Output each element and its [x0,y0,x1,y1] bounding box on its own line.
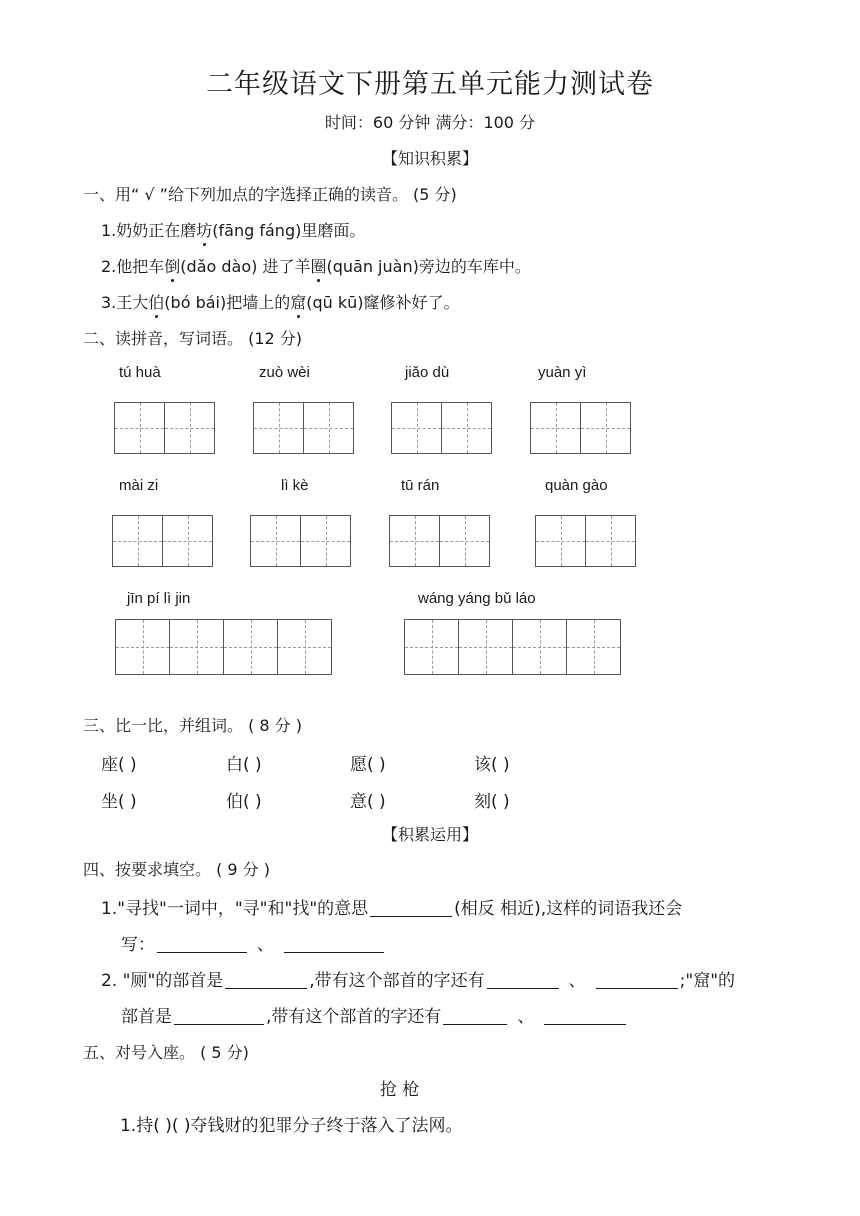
pinyin-label: jiǎo dù [405,364,450,381]
q4-item2-text: 2. "厕"的部首是 [101,971,224,991]
section-header-application: 【积累运用】 [381,825,478,844]
writing-grid[interactable] [404,619,621,675]
q1-item3-dotted-char-2: 窟 [290,290,306,313]
compare-word-item[interactable]: 坐( ) [101,792,137,812]
q1-item3-pre: 3.王大 [101,293,149,312]
q4-item2-text-5: ,带有这个部首的字还有 [266,1007,442,1027]
grid-cell[interactable] [405,620,459,674]
q1-item3-dotted-char: 伯 [148,290,164,313]
answer-blank[interactable] [284,935,384,953]
grid-cell[interactable] [390,516,440,566]
grid-cell[interactable] [301,516,351,566]
separator: 、 [568,971,586,991]
grid-cell[interactable] [116,620,170,674]
pinyin-label: quàn gào [545,477,608,494]
grid-cell[interactable] [459,620,513,674]
grid-cell[interactable] [586,516,636,566]
pinyin-label: mài zi [119,477,159,494]
grid-cell[interactable] [170,620,224,674]
grid-cell[interactable] [254,403,304,453]
exam-title: 二年级语文下册第五单元能力测试卷 [206,69,654,100]
pinyin-label: lì kè [281,477,309,494]
writing-grid[interactable] [253,402,354,454]
pinyin-label: tū rán [401,477,440,494]
grid-cell[interactable] [165,403,215,453]
q1-item3-options-2[interactable]: (qū kū)窿修补好了。 [306,293,460,312]
grid-cell[interactable] [442,403,492,453]
grid-cell[interactable] [304,403,354,453]
grid-cell[interactable] [567,620,621,674]
q1-item2-options[interactable]: (dǎo dào) 进了羊 [180,257,311,276]
compare-word-item[interactable]: 该( ) [474,755,510,775]
grid-cell[interactable] [513,620,567,674]
grid-cell[interactable] [113,516,163,566]
grid-cell[interactable] [392,403,442,453]
answer-blank[interactable] [225,971,307,989]
writing-grid[interactable] [391,402,492,454]
answer-blank[interactable] [544,1007,626,1025]
section-header-knowledge: 【知识积累】 [381,149,478,168]
q1-item1-pre: 1.奶奶正在磨 [101,221,197,240]
q1-item1-options[interactable]: (fāng fáng)里磨面。 [212,221,366,240]
separator: 、 [517,1007,535,1027]
compare-word-item[interactable]: 愿( ) [350,755,386,775]
separator: 、 [257,935,274,955]
answer-blank[interactable] [487,971,559,989]
writing-grid[interactable] [389,515,490,567]
q4-heading: 四、按要求填空。 ( 9 分 ) [83,860,271,879]
q4-item-2 [101,966,735,991]
q4-item2-text-4: 部首是 [121,1007,172,1027]
compare-word-item[interactable]: 伯( ) [226,792,262,812]
writing-grid[interactable] [250,515,351,567]
grid-cell[interactable] [440,516,490,566]
q1-item2-pre: 2.他把车 [101,257,165,276]
pinyin-label: wáng yáng bǔ láo [418,590,536,607]
q1-item-3 [101,290,460,313]
answer-blank[interactable] [370,899,452,917]
answer-blank[interactable] [157,935,247,953]
answer-blank[interactable] [174,1007,264,1025]
q1-item-2 [101,254,531,277]
q1-item-1 [101,218,365,241]
answer-blank[interactable] [443,1007,507,1025]
grid-cell[interactable] [278,620,332,674]
writing-grid[interactable] [115,619,332,675]
grid-cell[interactable] [115,403,165,453]
compare-word-item[interactable]: 意( ) [350,792,386,812]
q4-item-2-cont [121,1002,628,1027]
pinyin-label: tú huà [119,364,161,381]
q4-item2-text-2: ,带有这个部首的字还有 [309,971,485,991]
compare-word-item[interactable]: 刻( ) [474,792,510,812]
grid-cell[interactable] [163,516,213,566]
grid-cell[interactable] [251,516,301,566]
q5-item-1[interactable]: 1.持( )( )夺钱财的犯罪分子终于落入了法网。 [120,1116,463,1136]
writing-grid[interactable] [112,515,213,567]
q4-item2-text-3: ;"窟"的 [679,971,736,991]
grid-cell[interactable] [531,403,581,453]
grid-cell[interactable] [536,516,586,566]
q1-item2-options-2[interactable]: (quān juàn)旁边的车库中。 [326,257,531,276]
q4-item1-write-label: 写： [121,935,155,955]
q1-item2-dotted-char-2: 圈 [310,254,326,277]
q2-heading: 二、读拼音，写词语。 (12 分) [83,329,303,348]
exam-time-score: 时间：60 分钟 满分：100 分 [324,113,536,132]
writing-grid[interactable] [530,402,631,454]
q4-item1-text-2: (相反 相近),这样的词语我还会 [454,899,683,919]
q4-item1-text: 1."寻找"一词中，"寻"和"找"的意思 [101,899,369,919]
q3-heading: 三、比一比，并组词。 ( 8 分 ) [83,716,303,735]
q5-heading: 五、对号入座。 ( 5 分) [83,1043,249,1062]
q4-item-1 [101,894,682,919]
q1-heading: 一、用“ √ ”给下列加点的字选择正确的读音。 (5 分) [83,185,457,204]
grid-cell[interactable] [581,403,631,453]
q5-options: 抢 枪 [380,1080,420,1100]
pinyin-label: jīn pí lì jin [127,590,191,607]
grid-cell[interactable] [224,620,278,674]
compare-word-item[interactable]: 座( ) [101,755,137,775]
q1-item1-dotted-char: 坊 [196,218,212,241]
q1-item3-options[interactable]: (bó bái)把墙上的 [164,293,291,312]
compare-word-item[interactable]: 白( ) [226,755,262,775]
writing-grid[interactable] [114,402,215,454]
writing-grid[interactable] [535,515,636,567]
answer-blank[interactable] [596,971,678,989]
q1-item2-dotted-char: 倒 [164,254,180,277]
q4-item-1-cont [121,930,386,955]
pinyin-label: zuò wèi [259,364,310,381]
pinyin-label: yuàn yì [538,364,587,381]
